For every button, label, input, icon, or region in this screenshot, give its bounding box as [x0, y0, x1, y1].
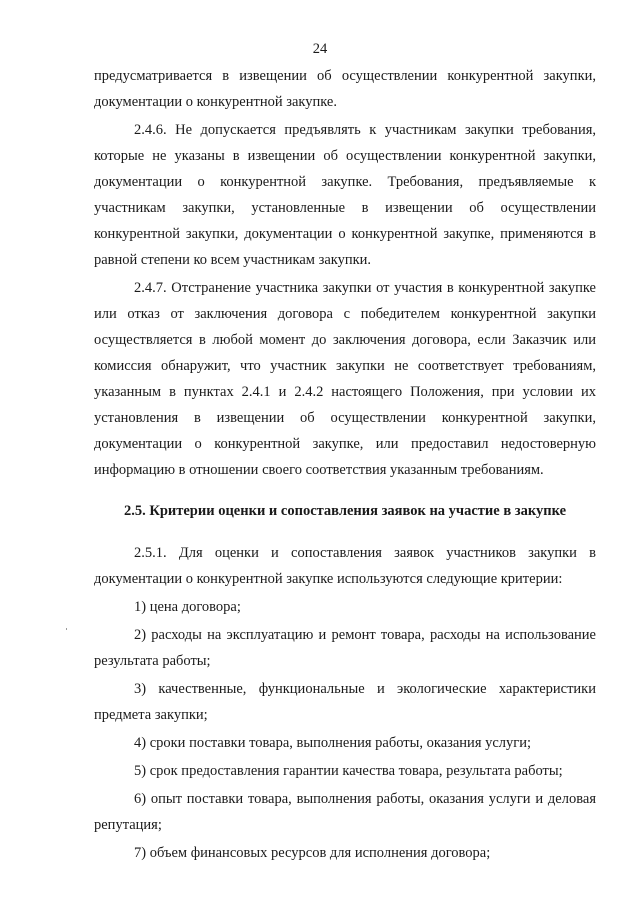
criteria-item-6: 6) опыт поставки товара, выполнения работы, оказания услуги и деловая репутация; [94, 791, 596, 833]
scan-speck [66, 628, 67, 630]
paragraph-continuation: предусматривается в извещении об осуществлении конкурентной закупки, документации о конкурентной закупке. [94, 68, 596, 110]
criteria-item-4: 4) сроки поставки товара, выполнения работы, оказания услуги; [134, 735, 532, 751]
paragraph-2-4-7: 2.4.7. Отстранение участника закупки от участия в конкурентной закупке или отказ от заключения договора с победителем конкурентной закупки осуществляется в любой момент до заключения договора, если Заказчик или комиссия обнаружит, что участник закупки не соответствует требованиям, указанным в пунктах 2.4.1 и 2.4.2 настоящего Положения, при условии их установления в извещении об осуществлении конкурентной закупки, документации о конкурентной закупке, или предоставил недостоверную информацию в отношении своего соответствия указанным требованиям. [94, 280, 596, 478]
page-body [94, 63, 596, 866]
section-heading: 2.5. Критерии оценки и сопоставления заявок на участие в закупке [123, 503, 567, 519]
criteria-item-1: 1) цена договора; [134, 599, 241, 615]
criteria-item-3: 3) качественные, функциональные и экологические характеристики предмета закупки; [94, 681, 596, 723]
criteria-item-2: 2) расходы на эксплуатацию и ремонт товара, расходы на использование результата работы; [94, 627, 596, 669]
criteria-item-5: 5) срок предоставления гарантии качества товара, результата работы; [134, 763, 563, 779]
page-number: 24 [312, 41, 328, 57]
criteria-item-7: 7) объем финансовых ресурсов для исполнения договора; [134, 845, 491, 861]
paragraph-2-5-1: 2.5.1. Для оценки и сопоставления заявок участников закупки в документации о конкурентной закупке используются следующие критерии: [94, 545, 596, 587]
paragraph-2-4-6: 2.4.6. Не допускается предъявлять к участникам закупки требования, которые не указаны в извещении об осуществлении конкурентной закупки, документации о конкурентной закупке. Требования, предъявляемые к участникам закупки, установленные в извещении об осуществлении конкурентной закупки, документации о конкурентной закупке, применяются в равной степени ко всем участникам закупки. [94, 122, 596, 268]
